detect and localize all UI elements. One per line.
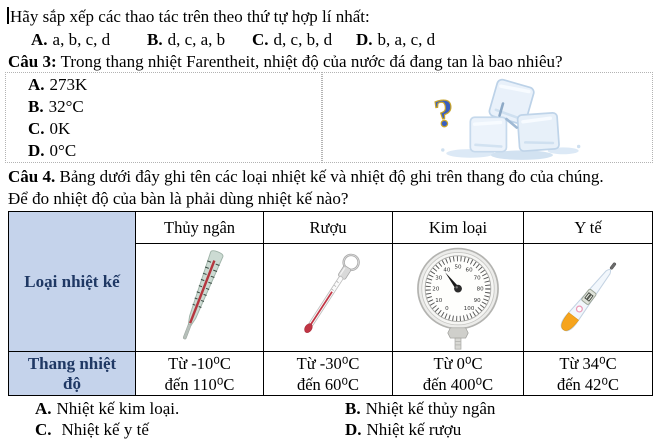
intro-option-d xyxy=(356,29,435,50)
table-header-row xyxy=(9,212,653,244)
option-letter: A. xyxy=(31,30,48,49)
question4-option-b xyxy=(345,399,495,419)
option-letter: A. xyxy=(35,399,52,418)
intro-option-a xyxy=(31,29,110,50)
svg-text:50: 50 xyxy=(454,264,462,271)
question3-option-b xyxy=(28,97,84,117)
question4-option-c xyxy=(35,420,149,440)
mercury-thermometer-icon xyxy=(144,246,256,350)
table-scale-row xyxy=(9,352,653,396)
ice-cubes-image xyxy=(417,77,589,161)
question4-label: Câu 4. xyxy=(8,167,56,186)
digital-medical-thermometer-icon xyxy=(532,246,644,350)
column-header-alcohol: Rượu xyxy=(264,212,393,244)
option-letter: D. xyxy=(28,141,45,160)
option-text: 0°C xyxy=(49,141,77,160)
cell-alcohol-thermometer xyxy=(264,244,393,352)
column-header-metal: Kim loại xyxy=(393,212,524,244)
question3-option-c xyxy=(28,119,70,139)
svg-text:0: 0 xyxy=(445,305,449,312)
cell-metal-thermometer xyxy=(393,244,524,352)
question3-options-box xyxy=(5,72,322,163)
column-header-mercury: Thủy ngân xyxy=(136,212,264,244)
text-cursor xyxy=(7,7,9,24)
question-mark-glyph: ? xyxy=(431,90,458,137)
question4-text: Bảng dưới đây ghi tên các loại nhiệt kế và nhiệt độ ghi trên thang đo của chúng. xyxy=(59,167,604,186)
option-letter: B. xyxy=(28,97,44,116)
scale-alcohol: Từ -30⁰C đến 60⁰C xyxy=(264,352,393,396)
question4-option-a xyxy=(35,399,179,419)
question4-option-d xyxy=(345,420,461,440)
question4-prompt-line1 xyxy=(8,166,604,187)
option-letter: C. xyxy=(252,30,269,49)
option-letter: D. xyxy=(356,30,373,49)
scale-medical: Từ 34⁰C đến 42⁰C xyxy=(524,352,653,396)
cell-mercury-thermometer xyxy=(136,244,264,352)
option-letter: B. xyxy=(345,399,361,418)
metal-dial-thermometer-icon xyxy=(406,246,510,350)
scale-label-line2: độ xyxy=(63,373,81,393)
scale-mercury: Từ -10⁰C đến 110⁰C xyxy=(136,352,264,396)
option-text: Nhiệt kế y tế xyxy=(61,420,149,439)
thermometer-table xyxy=(8,211,653,396)
scale-label-line1: Thang nhiệt xyxy=(27,353,117,373)
svg-text:20: 20 xyxy=(432,286,440,293)
option-text: Nhiệt kế rượu xyxy=(366,420,462,439)
option-letter: C. xyxy=(28,119,45,138)
option-text: b, a, c, d xyxy=(377,30,436,49)
question3-text: Trong thang nhiệt Farentheit, nhiệt độ của nước đá đang tan là bao nhiêu? xyxy=(60,52,563,71)
option-text: 32°C xyxy=(48,97,84,116)
svg-text:40: 40 xyxy=(443,267,451,274)
svg-text:90: 90 xyxy=(473,297,481,304)
question3-prompt xyxy=(8,51,563,72)
intro-prompt: Hãy sắp xếp các thao tác trên theo thứ tự hợp lí nhất: xyxy=(10,7,370,26)
cell-medical-thermometer xyxy=(524,244,653,352)
option-letter: B. xyxy=(147,30,163,49)
scale-metal: Từ 0⁰C đến 400⁰C xyxy=(393,352,524,396)
question4-prompt-line2: Để đo nhiệt độ của bàn là phải dùng nhiệt kế nào? xyxy=(8,189,349,208)
question3-label: Câu 3: xyxy=(8,52,57,71)
option-text: 273K xyxy=(49,75,88,94)
row-label-scale xyxy=(9,352,136,396)
svg-text:80: 80 xyxy=(476,286,484,293)
question3-option-d xyxy=(28,141,76,161)
svg-text:30: 30 xyxy=(435,275,443,282)
question3-image-box xyxy=(322,72,653,163)
svg-text:60: 60 xyxy=(465,267,473,274)
option-text: Nhiệt kế thủy ngân xyxy=(365,399,496,418)
option-text: 0K xyxy=(49,119,71,138)
alcohol-thermometer-icon xyxy=(272,246,384,350)
option-text: d, c, b, d xyxy=(273,30,333,49)
option-text: d, c, a, b xyxy=(167,30,226,49)
option-letter: C. xyxy=(35,420,52,439)
question3-option-a xyxy=(28,75,87,95)
column-header-medical: Y tế xyxy=(524,212,653,244)
intro-option-c xyxy=(252,29,332,50)
intro-option-b xyxy=(147,29,225,50)
option-letter: D. xyxy=(345,420,362,439)
option-text: a, b, c, d xyxy=(52,30,111,49)
svg-text:10: 10 xyxy=(435,297,443,304)
option-text: Nhiệt kế kim loại. xyxy=(56,399,180,418)
row-label-type: Loại nhiệt kế xyxy=(9,212,136,352)
option-letter: A. xyxy=(28,75,45,94)
svg-text:70: 70 xyxy=(473,275,481,282)
svg-text:100: 100 xyxy=(463,305,475,312)
